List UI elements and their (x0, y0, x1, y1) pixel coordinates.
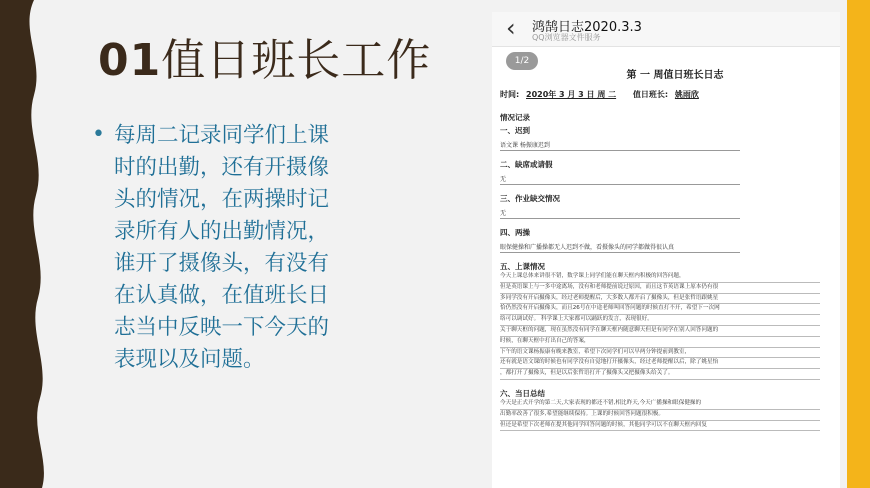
chevron-left-icon[interactable]: ‹ (506, 14, 516, 42)
monitor-value: 姚雨欣 (674, 90, 699, 99)
title-text: 值日班长工作 (161, 35, 432, 86)
time-value: 2020年 3 月 3 日 周 二 (526, 90, 617, 99)
para-line: ，都打开了摄像头，但是以后张哲语打开了摄像头又把摄像头给关了。 (500, 369, 820, 380)
section-absent: 二、缺席或请假 (500, 160, 553, 169)
para-line: 今天是正式开学的第二天,大家表现的都还不错,相比昨天,今天广播操和眼保健操的 (500, 399, 820, 410)
para-line: 恰仍然没有开启摄像头，而且26号在中途老师叫回答问题的时候直打不开，希望下一次网 (500, 304, 820, 315)
para-line: 时候，在聊天框中打出自己的答案， (500, 337, 820, 348)
monitor-label: 值日班长: (632, 90, 669, 99)
phone-header (492, 12, 840, 47)
section-summary: 六、当日总结 (500, 388, 545, 398)
record-heading: 情况记录 (500, 113, 530, 122)
section-late-text: 语文课 杨振康迟到 (500, 140, 740, 151)
page-indicator: 1/2 (506, 52, 538, 70)
section-homework-text: 无 (500, 208, 740, 219)
section-absent-text: 无 (500, 174, 740, 185)
section-homework: 三、作业缺交情况 (500, 194, 560, 203)
bullet-item (92, 120, 352, 376)
bullet-dot-icon: • (92, 122, 105, 147)
para-line: 关于聊天框的问题，现在虽然没有同学在聊天框内随意聊天但是有同学在别人回答问题的 (500, 326, 820, 337)
section-exercises-text: 眼保健操和广播操都无人迟到不做，看摄像头的同学都做得很认真 (500, 242, 740, 253)
doc-meta (500, 89, 820, 100)
section-summary-text (500, 399, 820, 431)
para-line: 出勤率改善了很多,希望能继续保持。上课的时候回答问题很积极。 (500, 410, 820, 421)
section-class-text (500, 272, 820, 380)
decorative-wave (0, 0, 60, 488)
para-line: 络可以调试好。 科学课上大家都可以踊跃的发言，表现很好。 (500, 315, 820, 326)
para-line: 但还是希望下次老师在提其他同学回答问题的时候，其他同学可以不在聊天框内回复 (500, 421, 820, 432)
time-label: 时间: (500, 90, 520, 99)
section-exercises: 四、两操 (500, 228, 530, 237)
para-line: 还有就是语文课的时候也有同学没有自觉地打开摄像头，经过老师提醒以后，除了姚星怡 (500, 358, 820, 369)
doc-title: 第 一 周值日班长日志 (626, 70, 724, 81)
para-line: 今天上课总体来讲很不错，数学课上同学们能在聊天框内积极的回答问题， (500, 272, 820, 283)
section-late: 一、迟到 (500, 126, 530, 135)
para-line: 多同学没有开启摄像头，经过老师提醒后，大多数人都开启了摄像头，但是张哲语跟姚星 (500, 294, 820, 305)
phone-screenshot (492, 12, 840, 488)
slide-title (98, 24, 431, 88)
phone-subtitle: QQ浏览器文件服务 (532, 33, 601, 42)
document (500, 66, 820, 431)
section-class: 五、上课情况 (500, 262, 545, 271)
phone-title: 鸿鹄日志2020.3.3 (532, 20, 642, 35)
para-line: 但是英语课上与一多中途离场，没有和老师提前说过原因，而且这节英语课上原本仍有很 (500, 283, 820, 294)
accent-bar (847, 0, 870, 488)
para-line: 下午的语文课杨振康有晚来教室，希望下次同学们可以早两分钟提前到教室， (500, 348, 820, 359)
bullet-text: 每周二记录同学们上课时的出勤，还有开摄像头的情况，在两操时记录所有人的出勤情况，谁开了摄像头，有没有在认真做，在值班长日志当中反映一下今天的表现以及问题。 (114, 123, 330, 372)
title-number: 01 (98, 35, 162, 86)
